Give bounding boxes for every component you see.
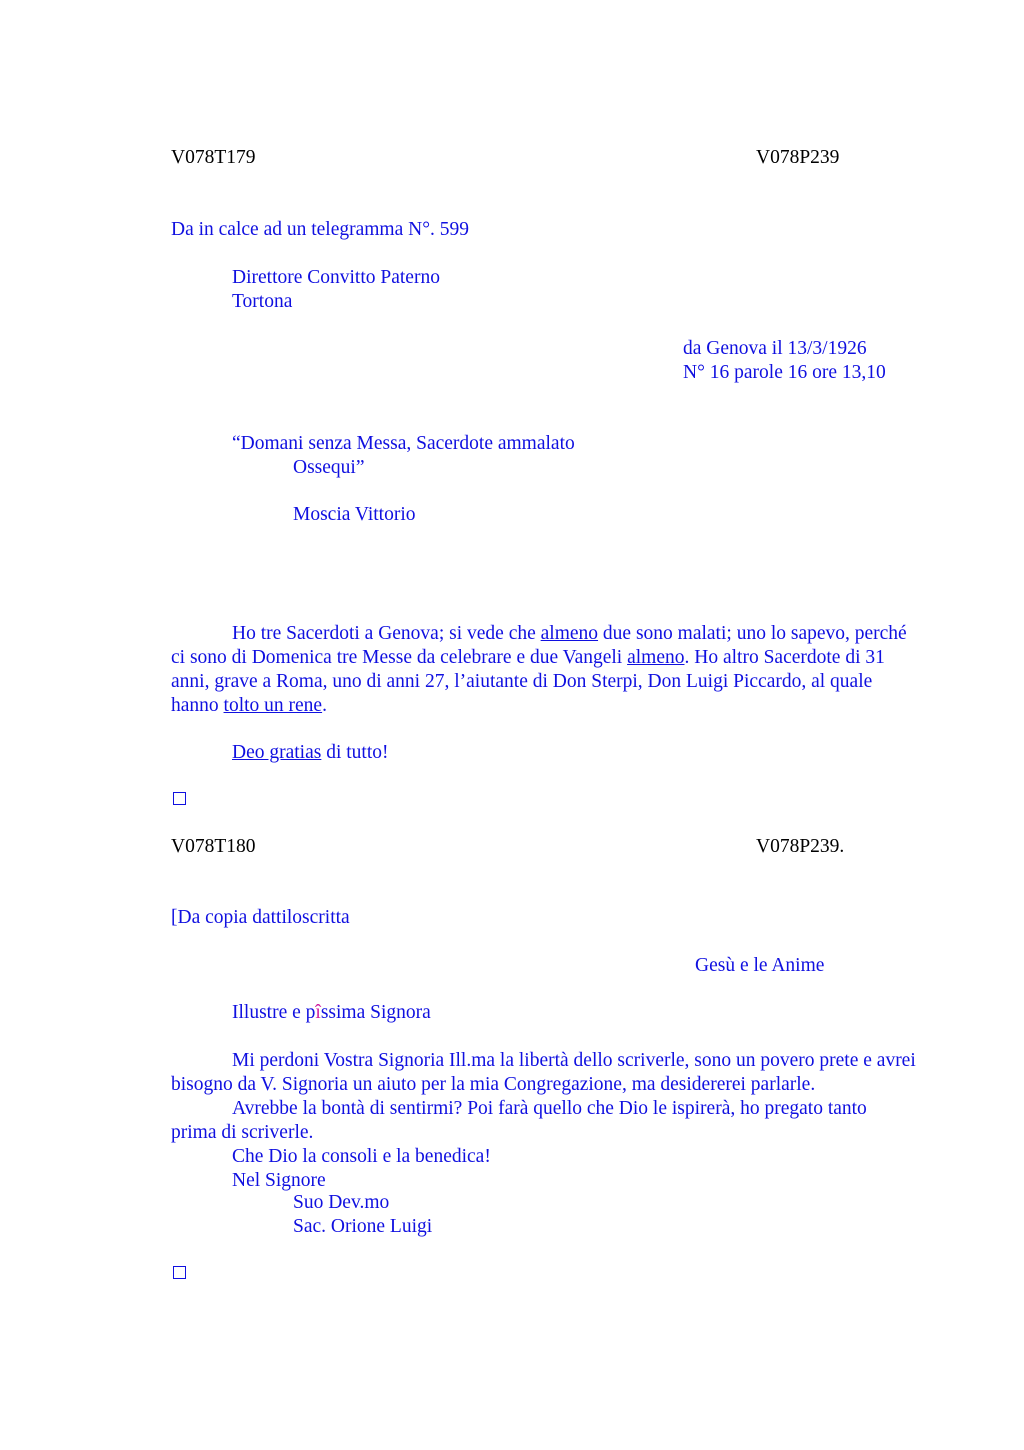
body-paragraph-4: Nel Signore [232, 1170, 326, 1191]
page-code-right-2: V078P239. [756, 836, 845, 857]
body-paragraph-3: Che Dio la consoli e la benedica! [232, 1146, 491, 1167]
signature-line-1: Suo Dev.mo [293, 1192, 390, 1213]
page-code-right: V078P239 [756, 147, 840, 168]
body-paragraph-1: Mi perdoni Vostra Signoria Ill.ma la libertà dello scriverle, sono un povero prete e avrei bisogno da V. Signoria un aiuto per la mia Congregazione, ma desidererei parlarle. [171, 1050, 916, 1095]
separator-square-icon [173, 792, 186, 805]
separator-square-icon-2 [173, 1266, 186, 1279]
telegram-word-count: N° 16 parole 16 ore 13,10 [683, 362, 886, 383]
letter-body-2 [171, 1049, 916, 1193]
telegram-origin-date: da Genova il 13/3/1926 [683, 338, 867, 359]
address-line-1: Direttore Convitto Paterno [232, 267, 440, 288]
motto: Gesù e le Anime [695, 955, 825, 976]
document-code-left: V078T179 [171, 147, 256, 168]
letter-heading-2: [Da copia dattiloscritta [171, 907, 350, 928]
letter-body: Ho tre Sacerdoti a Genova; si vede che almeno due sono malati; uno lo sapevo, perché ci sono di Domenica tre Messe da celebrare e due Vangeli almeno. Ho altro Sacerdote di 31 anni, grave a Roma, uno di anni 27, l’aiutante di Don Sterpi, Don Luigi Piccardo, al quale hanno tolto un rene. [171, 623, 907, 716]
closing-line: Deo gratias di tutto! [232, 742, 389, 763]
telegram-text-line-2: Ossequi” [293, 457, 365, 478]
salutation: Illustre e pîssima Signora [232, 1002, 431, 1023]
letter-heading: Da in calce ad un telegramma N°. 599 [171, 219, 470, 240]
body-paragraph-2: Avrebbe la bontà di sentirmi? Poi farà quello che Dio le ispirerà, ho pregato tanto prima di scriverle. [171, 1098, 867, 1143]
document-code-left-2: V078T180 [171, 836, 256, 857]
signature-line-2: Sac. Orione Luigi [293, 1216, 433, 1237]
address-line-2: Tortona [232, 291, 293, 312]
telegram-signature: Moscia Vittorio [293, 504, 416, 525]
telegram-text-line-1: “Domani senza Messa, Sacerdote ammalato [232, 433, 575, 454]
